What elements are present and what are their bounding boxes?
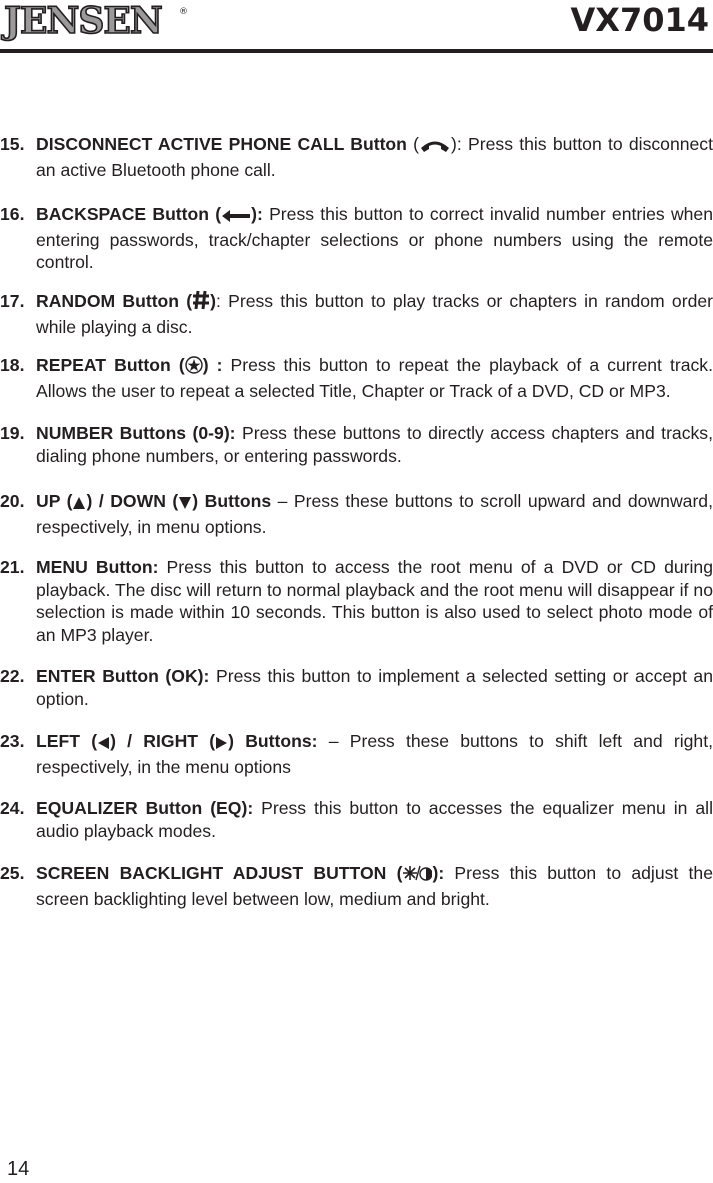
item-number: 18. (0, 355, 25, 375)
item-label-close: ): (432, 863, 445, 883)
item-label: BACKSPACE Button ( (36, 204, 222, 224)
item-label: EQUALIZER Button (EQ): (36, 798, 254, 818)
item-label: NUMBER Buttons (0-9): (36, 423, 236, 443)
list-item-15 (0, 133, 713, 181)
item-number: 22. (0, 666, 25, 686)
up-triangle-icon (72, 493, 86, 516)
item-label-mid: ) / DOWN ( (86, 491, 179, 511)
item-description: Press this button to repeat the playback of a current track. Allows the user to repeat a selected Title, Chapter or Track of a DVD, CD or MP3. (36, 355, 713, 401)
item-label: REPEAT Button ( (36, 355, 185, 375)
left-triangle-icon (97, 733, 110, 756)
list-item-25 (0, 862, 713, 910)
down-triangle-icon (178, 493, 192, 516)
list-item-20 (0, 490, 713, 538)
list-item-17 (0, 290, 713, 338)
item-number: 25. (0, 863, 25, 883)
item-description: – Press these buttons to scroll upward and downward, respectively, in menu options. (36, 491, 713, 537)
list-item-19 (0, 422, 713, 467)
item-number: 17. (0, 291, 25, 311)
list-item-24 (0, 797, 713, 842)
brand-logo-text: JENSEN (4, 0, 162, 42)
item-number: 21. (0, 557, 25, 577)
item-description: – Press these buttons to shift left and right, respectively, in the menu options (36, 731, 713, 777)
sun-moon-icon (402, 864, 432, 888)
item-number: 20. (0, 491, 25, 511)
list-item-21 (0, 556, 713, 646)
item-description: Press these buttons to directly access chapters and tracks, dialing phone numbers, or entering passwords. (36, 423, 713, 466)
item-label: DISCONNECT ACTIVE PHONE CALL Button (36, 134, 407, 154)
backspace-arrow-icon (221, 206, 251, 229)
item-description: Press this button to adjust the screen backlighting level between low, medium and bright. (36, 863, 713, 909)
item-label: SCREEN BACKLIGHT ADJUST BUTTON ( (36, 863, 403, 883)
item-label-close: ) : (202, 355, 223, 375)
random-hash-icon (192, 290, 210, 316)
item-paren-open: ( (406, 134, 420, 154)
registered-mark: ® (179, 7, 188, 17)
item-label-close: ): (251, 204, 263, 224)
header-rule (0, 49, 713, 53)
item-description: Press this button to implement a selected setting or accept an option. (36, 666, 713, 709)
item-number: 23. (0, 731, 25, 751)
list-item-22 (0, 665, 713, 710)
item-label: MENU Button: (36, 557, 159, 577)
item-label: ENTER Button (OK): (36, 666, 210, 686)
page-number: 14 (7, 1158, 30, 1180)
item-label: UP ( (36, 491, 73, 511)
jensen-logo (4, 0, 188, 42)
item-paren-close: ): (451, 134, 462, 154)
item-number: 15. (0, 134, 25, 154)
item-number: 16. (0, 204, 25, 224)
item-label: LEFT ( (36, 731, 98, 751)
item-label-close: ) (210, 291, 216, 311)
item-label: RANDOM Button ( (36, 291, 193, 311)
hang-up-phone-icon (419, 136, 451, 159)
item-label-close: ) Buttons: (228, 731, 318, 751)
item-description: Press this button to accesses the equalizer menu in all audio playback modes. (36, 798, 713, 841)
item-label-mid: ) / RIGHT ( (110, 731, 216, 751)
repeat-star-icon (185, 356, 203, 380)
list-item-23 (0, 730, 713, 778)
page-header (0, 0, 713, 56)
list-item-18 (0, 354, 713, 402)
item-label-close: ) Buttons (192, 491, 272, 511)
item-number: 24. (0, 798, 25, 818)
item-description: Press this button to access the root menu of a DVD or CD during playback. The disc will return to normal playback and the root menu will disappear if no selection is made within 10 seconds. This button is also used to select photo mode of an MP3 player. (36, 557, 713, 645)
item-description: : Press this button to play tracks or chapters in random order while playing a disc. (36, 291, 713, 337)
item-description: Press this button to correct invalid number entries when entering passwords, track/chapter selections or phone numbers using the remote control. (36, 204, 713, 272)
right-triangle-icon (215, 733, 228, 756)
model-number: VX7014 (570, 1, 709, 39)
list-item-16 (0, 203, 713, 274)
item-description: Press this button to disconnect an active Bluetooth phone call. (36, 134, 713, 180)
item-number: 19. (0, 423, 25, 443)
